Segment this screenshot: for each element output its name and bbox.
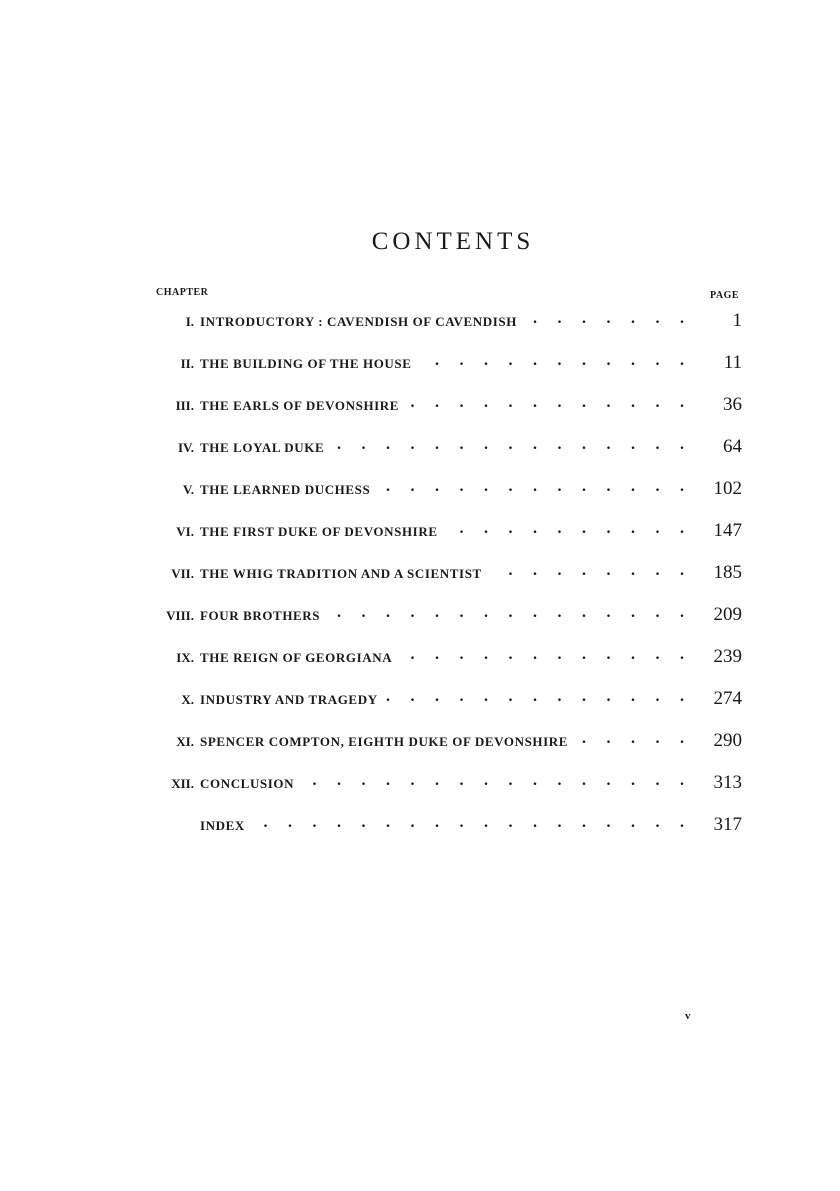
leader-dot: . bbox=[680, 478, 684, 495]
chapter-title: THE LOYAL DUKE bbox=[200, 440, 325, 455]
toc-entry[interactable] bbox=[0, 810, 840, 842]
leader-dot: . bbox=[459, 394, 464, 411]
leader-dot: . bbox=[606, 562, 611, 579]
chapter-number: V. bbox=[183, 482, 194, 497]
leader-dot: . bbox=[631, 814, 635, 831]
leader-dot: . bbox=[263, 814, 268, 831]
page-number: 317 bbox=[713, 814, 742, 835]
leader-dot: . bbox=[484, 352, 488, 369]
leader-dot: . bbox=[680, 310, 684, 327]
leader-dot: . bbox=[680, 562, 684, 579]
leader-dot: . bbox=[484, 394, 488, 411]
leader-dot: . bbox=[631, 310, 635, 327]
page-number: 313 bbox=[713, 772, 742, 793]
leader-dot: . bbox=[361, 436, 366, 453]
leader-dot: . bbox=[459, 646, 464, 663]
chapter-title: SPENCER COMPTON, EIGHTH DUKE OF DEVONSHIRE bbox=[200, 734, 569, 749]
leader-dot: . bbox=[484, 520, 488, 537]
chapter-title: INDUSTRY AND TRAGEDY bbox=[200, 692, 378, 707]
chapter-number: X. bbox=[181, 692, 194, 707]
leader-dot: . bbox=[484, 814, 488, 831]
toc-entry[interactable] bbox=[0, 390, 840, 422]
leader-dot: . bbox=[508, 772, 513, 789]
chapter-title: INDEX bbox=[200, 818, 245, 833]
page-title: CONTENTS bbox=[371, 228, 535, 255]
chapter-number: VII. bbox=[171, 566, 194, 581]
leader-dot: . bbox=[631, 604, 635, 621]
leader-dot: . bbox=[680, 814, 684, 831]
chapter-number: IV. bbox=[177, 440, 194, 455]
leader-dot: . bbox=[508, 562, 513, 579]
leader-dot: . bbox=[459, 772, 464, 789]
leader-dot: . bbox=[435, 646, 439, 663]
leader-dot: . bbox=[386, 604, 390, 621]
leader-dot: . bbox=[508, 352, 513, 369]
leader-dot: . bbox=[606, 394, 611, 411]
leader-dot: . bbox=[631, 646, 635, 663]
chapter-title: CONCLUSION bbox=[200, 776, 295, 791]
leader-dot: . bbox=[533, 394, 537, 411]
leader-dot: . bbox=[533, 436, 537, 453]
page-number: 1 bbox=[732, 310, 742, 331]
page-number: 64 bbox=[723, 436, 742, 457]
chapter-number: II. bbox=[180, 356, 194, 371]
leader-dot: . bbox=[361, 604, 366, 621]
leader-dot: . bbox=[655, 562, 660, 579]
leader-dot: . bbox=[508, 394, 513, 411]
page-number: 11 bbox=[723, 352, 742, 373]
leader-dot: . bbox=[557, 604, 562, 621]
leader-dot: . bbox=[435, 772, 439, 789]
leader-dot: . bbox=[508, 436, 513, 453]
chapter-number: VIII. bbox=[166, 608, 194, 623]
leader-dot: . bbox=[606, 604, 611, 621]
leader-dot: . bbox=[557, 436, 562, 453]
toc-entry[interactable] bbox=[0, 474, 840, 506]
leader-dot: . bbox=[508, 478, 513, 495]
leader-dot: . bbox=[435, 436, 439, 453]
leader-dot: . bbox=[655, 688, 660, 705]
leader-dot: . bbox=[435, 814, 439, 831]
leader-dot: . bbox=[582, 604, 586, 621]
toc-entry[interactable] bbox=[0, 516, 840, 548]
leader-dot: . bbox=[459, 436, 464, 453]
page-number: 36 bbox=[723, 394, 742, 415]
leader-dot: . bbox=[410, 814, 415, 831]
leader-dot: . bbox=[533, 814, 537, 831]
leader-dot: . bbox=[410, 478, 415, 495]
leader-dot: . bbox=[361, 814, 366, 831]
toc-entry[interactable] bbox=[0, 684, 840, 716]
leader-dot: . bbox=[557, 814, 562, 831]
leader-dot: . bbox=[680, 520, 684, 537]
leader-dot: . bbox=[533, 562, 537, 579]
leader-dot: . bbox=[459, 352, 464, 369]
leader-dot: . bbox=[631, 562, 635, 579]
leader-dot: . bbox=[361, 772, 366, 789]
chapter-title: THE FIRST DUKE OF DEVONSHIRE bbox=[200, 524, 438, 539]
page-number: 239 bbox=[713, 646, 742, 667]
toc-entry[interactable] bbox=[0, 306, 840, 338]
leader-dot: . bbox=[582, 436, 586, 453]
leader-dot: . bbox=[386, 814, 390, 831]
chapter-title: FOUR BROTHERS bbox=[200, 608, 321, 623]
page-number: 209 bbox=[713, 604, 742, 625]
leader-dot: . bbox=[533, 688, 537, 705]
leader-dot: . bbox=[582, 730, 586, 747]
leader-dot: . bbox=[557, 688, 562, 705]
leader-dot: . bbox=[582, 688, 586, 705]
leader-dot: . bbox=[459, 604, 464, 621]
leader-dot: . bbox=[606, 436, 611, 453]
leader-dot: . bbox=[557, 394, 562, 411]
chapter-title: THE WHIG TRADITION AND A SCIENTIST bbox=[200, 566, 482, 581]
leader-dot: . bbox=[655, 730, 660, 747]
chapter-title: THE LEARNED DUCHESS bbox=[200, 482, 371, 497]
leader-dot: . bbox=[582, 520, 586, 537]
leader-dot: . bbox=[459, 688, 464, 705]
page-number: 274 bbox=[713, 688, 742, 709]
chapter-number: XII. bbox=[171, 776, 194, 791]
leader-dot: . bbox=[557, 310, 562, 327]
leader-dot: . bbox=[288, 814, 292, 831]
chapter-title: THE BUILDING OF THE HOUSE bbox=[200, 356, 412, 371]
leader-dot: . bbox=[386, 478, 390, 495]
toc-entry[interactable] bbox=[0, 600, 840, 632]
leader-dot: . bbox=[533, 478, 537, 495]
leader-dot: . bbox=[557, 772, 562, 789]
leader-dot: . bbox=[680, 730, 684, 747]
leader-dot: . bbox=[582, 772, 586, 789]
leader-dot: . bbox=[557, 478, 562, 495]
leader-dot: . bbox=[484, 604, 488, 621]
leader-dot: . bbox=[386, 688, 390, 705]
toc-entry[interactable] bbox=[0, 348, 840, 380]
toc-entry[interactable] bbox=[0, 642, 840, 674]
leader-dot: . bbox=[386, 436, 390, 453]
leader-dot: . bbox=[557, 352, 562, 369]
chapter-title: INTRODUCTORY : CAVENDISH OF CAVENDISH bbox=[200, 314, 517, 329]
leader-dot: . bbox=[680, 436, 684, 453]
page-number: 185 bbox=[713, 562, 742, 583]
leader-dot: . bbox=[410, 604, 415, 621]
leader-dot: . bbox=[582, 310, 586, 327]
leader-dot: . bbox=[631, 730, 635, 747]
leader-dot: . bbox=[655, 772, 660, 789]
leader-dot: . bbox=[680, 772, 684, 789]
leader-dot: . bbox=[655, 352, 660, 369]
leader-dot: . bbox=[533, 310, 537, 327]
leader-dot: . bbox=[606, 478, 611, 495]
leader-dot: . bbox=[655, 520, 660, 537]
leader-dot: . bbox=[508, 814, 513, 831]
leader-dot: . bbox=[386, 772, 390, 789]
leader-dot: . bbox=[631, 688, 635, 705]
leader-dot: . bbox=[484, 646, 488, 663]
leader-dot: . bbox=[410, 772, 415, 789]
leader-dot: . bbox=[337, 436, 341, 453]
leader-dot: . bbox=[680, 604, 684, 621]
leader-dot: . bbox=[655, 436, 660, 453]
leader-dot: . bbox=[435, 394, 439, 411]
toc-entry[interactable] bbox=[0, 726, 840, 758]
leader-dot: . bbox=[606, 688, 611, 705]
leader-dot: . bbox=[337, 604, 341, 621]
leader-dot: . bbox=[582, 478, 586, 495]
leader-dot: . bbox=[557, 520, 562, 537]
page-folio: v bbox=[685, 1010, 691, 1022]
leader-dot: . bbox=[459, 520, 464, 537]
leader-dot: . bbox=[606, 730, 611, 747]
leader-dot: . bbox=[557, 562, 562, 579]
leader-dot: . bbox=[680, 394, 684, 411]
leader-dot: . bbox=[508, 520, 513, 537]
chapter-number: XI. bbox=[176, 734, 194, 749]
page-number: 290 bbox=[713, 730, 742, 751]
leader-dot: . bbox=[484, 478, 488, 495]
leader-dot: . bbox=[655, 604, 660, 621]
leader-dot: . bbox=[582, 562, 586, 579]
leader-dot: . bbox=[484, 436, 488, 453]
leader-dot: . bbox=[606, 520, 611, 537]
leader-dot: . bbox=[557, 646, 562, 663]
chapter-number: I. bbox=[185, 314, 194, 329]
leader-dot: . bbox=[533, 604, 537, 621]
leader-dot: . bbox=[435, 352, 439, 369]
leader-dot: . bbox=[533, 646, 537, 663]
leader-dot: . bbox=[655, 394, 660, 411]
leader-dot: . bbox=[606, 352, 611, 369]
leader-dot: . bbox=[631, 478, 635, 495]
leader-dot: . bbox=[435, 604, 439, 621]
chapter-title: THE REIGN OF GEORGIANA bbox=[200, 650, 393, 665]
leader-dot: . bbox=[680, 646, 684, 663]
leader-dot: . bbox=[459, 478, 464, 495]
leader-dot: . bbox=[459, 814, 464, 831]
chapter-title: THE EARLS OF DEVONSHIRE bbox=[200, 398, 400, 413]
page-number: 102 bbox=[713, 478, 742, 499]
page-column-header: PAGE bbox=[710, 290, 740, 301]
leader-dot: . bbox=[606, 310, 611, 327]
toc-entry[interactable] bbox=[0, 558, 840, 590]
leader-dot: . bbox=[655, 478, 660, 495]
leader-dot: . bbox=[508, 646, 513, 663]
leader-dot: . bbox=[410, 394, 415, 411]
leader-dot: . bbox=[484, 688, 488, 705]
leader-dot: . bbox=[680, 688, 684, 705]
leader-dot: . bbox=[484, 772, 488, 789]
toc-entry[interactable] bbox=[0, 432, 840, 464]
leader-dot: . bbox=[655, 646, 660, 663]
leader-dot: . bbox=[533, 520, 537, 537]
leader-dot: . bbox=[655, 310, 660, 327]
leader-dot: . bbox=[631, 436, 635, 453]
page-number: 147 bbox=[713, 520, 742, 541]
leader-dot: . bbox=[655, 814, 660, 831]
leader-dot: . bbox=[631, 520, 635, 537]
leader-dot: . bbox=[582, 394, 586, 411]
leader-dot: . bbox=[435, 478, 439, 495]
leader-dot: . bbox=[606, 646, 611, 663]
leader-dot: . bbox=[533, 352, 537, 369]
leader-dot: . bbox=[582, 352, 586, 369]
leader-dot: . bbox=[410, 688, 415, 705]
leader-dot: . bbox=[606, 814, 611, 831]
chapter-column-header: CHAPTER bbox=[156, 287, 209, 298]
leader-dot: . bbox=[410, 646, 415, 663]
leader-dot: . bbox=[631, 352, 635, 369]
leader-dot: . bbox=[631, 772, 635, 789]
leader-dot: . bbox=[582, 814, 586, 831]
leader-dot: . bbox=[435, 688, 439, 705]
leader-dot: . bbox=[508, 604, 513, 621]
leader-dot: . bbox=[410, 436, 415, 453]
leader-dot: . bbox=[337, 772, 341, 789]
leader-dot: . bbox=[606, 772, 611, 789]
leader-dot: . bbox=[533, 772, 537, 789]
leader-dot: . bbox=[631, 394, 635, 411]
leader-dot: . bbox=[337, 814, 341, 831]
chapter-number: IX. bbox=[176, 650, 194, 665]
chapter-number: III. bbox=[175, 398, 194, 413]
leader-dot: . bbox=[508, 688, 513, 705]
leader-dot: . bbox=[312, 772, 317, 789]
leader-dot: . bbox=[312, 814, 317, 831]
leader-dot: . bbox=[582, 646, 586, 663]
leader-dot: . bbox=[680, 352, 684, 369]
chapter-number: VI. bbox=[176, 524, 194, 539]
toc-entry[interactable] bbox=[0, 768, 840, 800]
